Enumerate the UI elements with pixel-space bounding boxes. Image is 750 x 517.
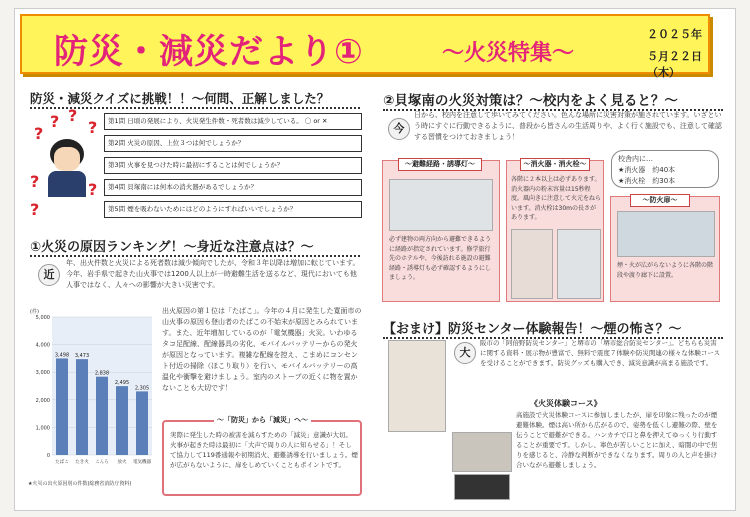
ranking-intro: 年、出火件数と火災による死者数は減少傾向でしたが、令和３年以降は増加に転じています。今年、岩手県で起きた山火事では1200人以上が一時避難生活を送るなど、現代においても他人事ではなく、人々への影響が大きい災害です。 [66,259,360,289]
hydrant-count: ★消火栓 約30本 [618,177,676,185]
lead-character-icon: 今 [388,118,410,140]
fire-door-text: 煙・火が広がらないように各階の階段や渡り廊下に設置。 [617,262,714,279]
center-sign-photo [388,340,446,432]
y-tick-label: 5,000 [35,315,50,321]
x-tick-label: たばこ [55,460,69,465]
evacuation-label: ～避難経路・誘導灯～ [398,158,482,171]
smoke-room-photo-2 [454,474,510,500]
equipment-count [611,150,719,188]
extinguisher-box [506,160,604,302]
y-tick-label: 3,000 [35,370,50,377]
question-mark-icon: ? [34,124,44,143]
evacuation-box [382,160,500,302]
x-tick-label: こんろ [95,460,109,465]
bar-value-label: 2,305 [134,385,150,392]
count-title: 校舎内に… [618,155,653,163]
reduction-note-box [162,416,362,496]
x-tick-label: たき火 [75,460,89,465]
question-mark-icon: ? [30,172,40,191]
newsletter-title: 防災・減災だより① [54,32,364,72]
center-intro: 阪市の「阿倍野防災センター」と堺市の「堺市総合防災センター」。どちらも災害に関する資料・展示物が豊富で、無料で震度７体験や防災関連の様々な体験コースを受けることができます。防災グッズも購入でき、減災意識が高まる施設です。 [480,339,721,367]
cause-chart [28,305,158,495]
question-mark-icon: ? [30,200,40,219]
hydrant-photo [557,229,601,299]
quiz-question-4: 第4問 貝塚南には何本の消火器があるでしょうか？ [104,179,362,196]
y-axis-unit: (件) [30,309,39,315]
x-tick-label: 放火 [117,460,127,465]
bar-value-label: 2,838 [94,370,110,377]
question-mark-icon: ? [50,112,60,131]
banner [20,14,710,79]
question-mark-icon: ? [88,118,98,137]
chart-svg [28,305,158,495]
quiz-question-1: 第1問 日頃の発展により、火災発生件数・死者数は減少している。 〇 or ✕ [104,113,362,130]
y-tick-label: 4,000 [35,342,50,349]
extinguisher-count: ★消火器 約40本 [618,166,676,174]
bar-5 [136,391,148,455]
x-tick-label: 電気機器 [133,460,151,465]
newsletter-subtitle: ～火災特集～ [442,41,575,66]
quiz-question-3: 第3問 火事を見つけた時に最初にすることは何でしょうか？ [104,157,362,174]
bar-value-label: 3,473 [74,353,90,360]
quiz-question-2: 第2問 火災の原因、上位３つは何でしょうか？ [104,135,362,152]
bar-3 [96,377,108,455]
fire-door-box [610,196,720,302]
issue-date: ５月２２日（木） [647,50,702,79]
y-tick-label: 0 [46,453,50,459]
smoke-room-photo [452,432,512,472]
question-mark-icon: ? [68,106,78,125]
school-intro: 日から、校内を注意して歩いてみてください。色んな場所に災害対策が施されています。いざという時にすぐに行動できるように、普段から皆さんの生活周りや、よく行く施設でも、注意して確認する習慣をつけておきましょう！ [414,111,722,141]
y-tick-label: 1,000 [35,425,50,432]
quiz-question-5: 第5問 煙を吸わないためにはどのようにすればいいでしょうか？ [104,201,362,218]
bar-value-label: 2,495 [114,380,130,387]
extinguisher-photo [511,229,553,299]
lead-character-icon: 近 [38,264,60,286]
school-heading: ②貝塚南の火災対策は？～校内をよく見ると？～ [383,89,723,111]
quiz-heading: 防災・減災クイズに挑戦！！～何問、正解しました？ [30,89,360,109]
bar-value-label: 3,498 [54,352,70,359]
extinguisher-label: ～消火器・消火栓～ [520,158,590,171]
bar-4 [116,386,128,455]
exit-sign-photo [389,179,493,231]
evacuation-text: 必ず建物の両方向から避難できるように経路が指定されています。修学旅行先のホテルや、今後訪れる施設の避難経路・誘導灯も必ず確認するようにしましょう。 [389,236,492,281]
chart-caption: ★火災の出火原因別の件数(総務省消防庁資料) [28,481,132,487]
ranking-body: 出火原因の第１位は「たばこ」。今年の４月に発生した寛面市の山火事の原因も登山者のたばこの不始末が原因とみられています。また、近年増加しているのが「電気機器」火災。いわゆるタコ足配線、配線器具の劣化、モバイルバッテリーからの発火が原因となっています。複雑な配線を控え、こまめにコンセント付近の掃除（ほこり取り）を行い、モバイルバッテリーの高温化や衝撃を避けましょう。室内のストーブの近くに物を置かないことも大切です！ [162,307,362,392]
bar-1 [56,358,68,455]
reduction-note-title: ～「防災」から「減災」へ～ [214,415,311,425]
issue-year: ２０２５年 [647,28,702,41]
course-text: 高施設で火災体験コースに参加しましたが、扉を印象に残ったのが煙避難体験。煙は高い所から広がるので、姿勢を低くし避難の際、壁を伝うことで避難ができる。ハンカチで口と鼻を押えてゆっくり行動することが重要です。しかし、寧色が苦しいことに加え、暗闇の中で焦りを感じると、冷静な判断ができなくなります。周りの人と声を掛け合いながら避難しましょう。 [516,411,718,469]
fire-door-photo [617,211,715,257]
center-heading: 【おまけ】防災センター体験報告！～煙の怖さ？～ [383,318,723,339]
bar-2 [76,359,88,455]
fire-door-label: ～防火扉～ [630,194,690,207]
question-mark-icon: ? [88,180,98,199]
y-tick-label: 2,000 [35,397,50,404]
student-illustration [42,135,92,197]
course-title: 《火災体験コース》 [530,399,602,408]
reduction-note-text: 実際に発生した時の被害を減らすための「減災」意識が大切。火事が起きた時は最初に「大声で周りの人に知らせる」！そして協力して119番通報や初期消火、避難誘導を行いましょう。煙が広がらないように、扉をしめていくこともポイントです。 [170,431,358,469]
ranking-heading: ①火災の原因ランキング！～身近な注意点は？～ [30,236,360,257]
extinguisher-text: 各階に２本以上は必ずあります。消火器内の粉末容量は15秒程度。風向きに注意して火元をねらいます。消火栓は30mの長さがあります。 [511,176,602,221]
lead-character-icon: 大 [454,342,476,364]
